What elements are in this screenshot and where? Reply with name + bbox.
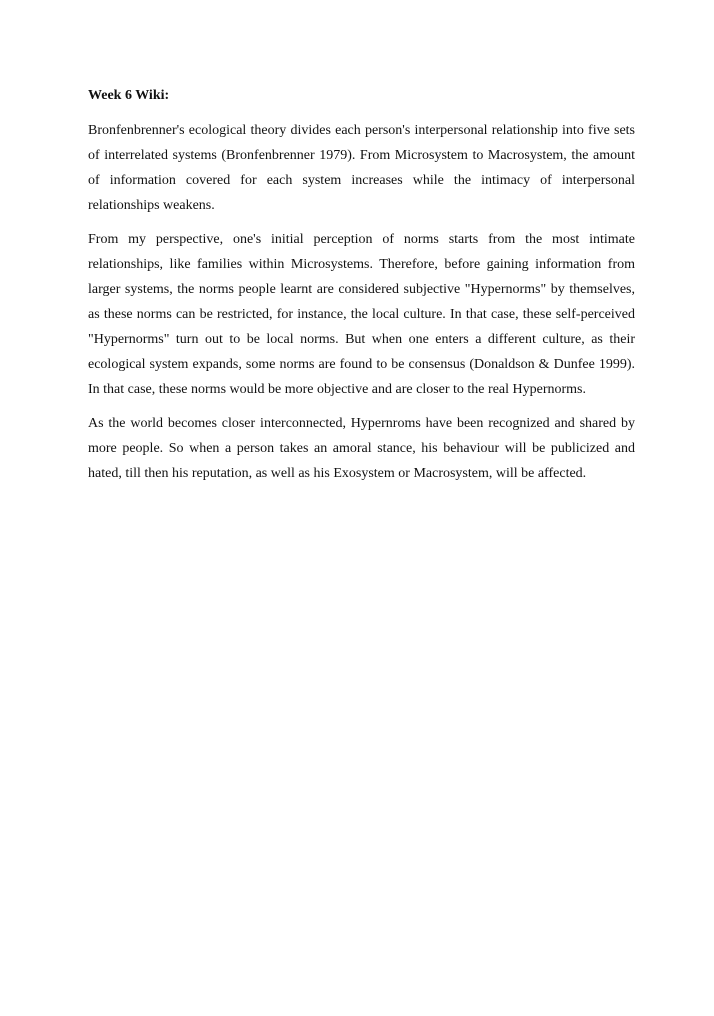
paragraph-ecological-theory: Bronfenbrenner's ecological theory divides each person's interpersonal relationship into five sets of interrelated systems (Bronfenbrenner 1979). From Microsystem to Macrosystem, the amount of information covered for each system increases while the intimacy of interpersonal relationships weakens. <box>88 123 635 213</box>
paragraph-hypernorms-world: As the world becomes closer interconnected, Hypernroms have been recognized and shared by more people. So when a person takes an amoral stance, his behaviour will be publicized and hated, till then his reputation, as well as his Exosystem or Macrosystem, will be affected. <box>88 416 635 481</box>
paragraph-norms-perspective: From my perspective, one's initial perception of norms starts from the most intimate relationships, like families within Microsystems. Therefore, before gaining information from larger systems, the norms people learnt are considered subjective "Hypernorms" by themselves, as these norms can be restricted, for instance, the local culture. In that case, these self-perceived "Hypernorms" turn out to be local norms. But when one enters a different culture, as their ecological system expands, some norms are found to be consensus (Donaldson & Dunfee 1999). In that case, these norms would be more objective and are closer to the real Hypernorms. <box>88 232 635 397</box>
document-body <box>88 86 635 495</box>
document-title: Week 6 Wiki: <box>88 88 170 103</box>
